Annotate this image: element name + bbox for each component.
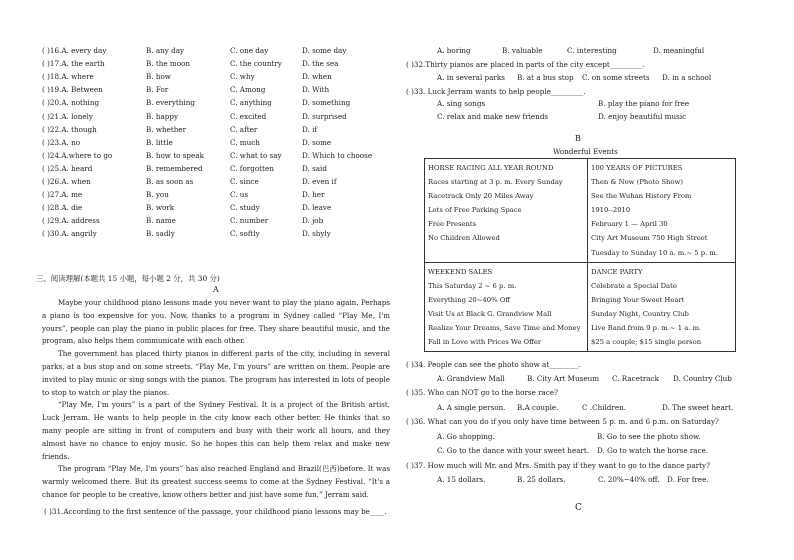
option-a: A. angrily [61,229,97,239]
event-line: Fall in Love with Prices We Offer [428,338,542,347]
question-number: ( )17. [42,59,62,69]
q36-option-a: A. Go shopping. [437,432,495,441]
event-line [591,189,732,203]
cloze-question-22 [42,125,97,134]
q37-option-a: A. 15 dollars. [437,475,486,484]
option-d: D. her [302,190,325,200]
option-a: A. though [61,124,97,134]
option-d: D. when [302,72,332,82]
event-line: Free Presents [428,220,477,229]
event-line: Realize Your Dreams, Save Time and Money [428,324,581,333]
event-line: Sunday Night, Country Club [591,309,689,318]
question-number: ( )21. [42,111,62,121]
q33-option-d: D. enjoy beautiful music [598,112,687,121]
cloze-question-17 [42,59,105,68]
q34-option-d: D. Country Club [673,374,732,383]
question-number: ( )23. [42,137,62,147]
event-line: 1910--2010 [591,206,631,215]
event-line-text: See the Wuhan History From [591,192,692,201]
q31-option-b: B. valuable [502,46,543,55]
option-c: C. softly [230,229,260,239]
q33-option-c: C. relax and make new friends [437,112,549,121]
option-a: A. Between [61,85,103,95]
q35-option-d: D. The sweet heart. [662,403,734,412]
passage-b-label: B [575,134,581,143]
event-horse-racing [425,159,588,263]
option-b: B. you [146,190,169,200]
question-36: ( )36. What can you do if you only have time between 5 p. m. and 6 p.m. on Saturday? [406,417,719,426]
q32-option-a: A. in several parks [437,73,505,82]
q34-option-c: C. Racetrack [612,374,659,383]
option-a: A. lonely [61,111,93,121]
event-heading: DANCE PARTY [591,267,643,276]
question-34: ( )34. People can see the photo show at________. [406,360,581,369]
option-a: A. the earth [61,59,105,69]
option-a: A. address [61,216,100,226]
option-c: C. after [230,124,258,134]
event-line: Everything 20~40% Off [428,295,511,304]
option-d: D. job [302,216,324,226]
option-b: B. remembered [146,163,203,173]
q32-option-c: C. on some streets [582,73,650,82]
option-a: A. me [61,190,83,200]
passage-a-paragraph: The program “Play Me, I'm yours” has also reached England and Brazil(巴西)before. It was warmly welcomed there. But its greatest success seems to come at the Sydney Festival. “It's a chance for people to be creative, know others better and just have some fun,” Jerram said. [42,464,390,499]
option-a: A. where [61,72,94,82]
option-b: B. any day [146,46,185,55]
event-line: $25 a couple; $15 single person [591,338,702,347]
question-number: ( )24. [42,150,62,160]
event-heading: 100 YEARS OF PICTURES [591,164,683,172]
option-b: B. name [146,216,176,226]
option-c: C. excited [230,111,267,121]
option-d: D. surprised [302,111,347,121]
cloze-question-25 [42,164,92,173]
option-d: D. leave [302,203,332,213]
passage-a-paragraph: Maybe your childhood piano lessons made you never want to play the piano again. Perhaps a piano is too expensive for you. Now, thanks to a program in Sydney called “Play Me, I'm yours”, people can play the piano in public places for free. They share beautiful music, and the program, also helps them communicate with each other. [42,298,390,346]
event-line: Then & Now (Photo Show) [591,178,683,187]
question-32: ( )32.Thirty pianos are placed in parts of the city except_________. [406,60,645,69]
cloze-question-27 [42,190,82,199]
cloze-question-21 [42,112,93,121]
cloze-question-23 [42,138,80,147]
option-c: C. since [230,177,259,186]
q36-option-d: D. Go to watch the horse race. [597,446,709,455]
event-line: Celebrate a Special Date [591,281,677,290]
q32-option-d: D. in a school [662,73,712,82]
option-a: A. heard [61,163,93,173]
event-line: Live Band from 9 p. m.~ 1 a. m. [591,324,702,333]
event-dance-party [588,262,736,352]
q37-option-d: D. For free. [667,475,709,484]
passage-a-paragraph: The government has placed thirty pianos in different parts of the city, including in several parks, at a bus stop and on some streets. “Play Me, I'm yours” are written on them. People are invited to play music or sing songs with the pianos. The program has interested in lots of people to stop to watch or play the pianos. [42,349,390,397]
option-d: D. With [302,85,330,95]
q33-option-b: B. play the piano for free [598,99,690,108]
option-d: D. said [302,163,327,173]
cloze-question-20 [42,98,99,107]
q36-option-c: C. Go to the dance with your sweet heart. [437,446,590,455]
option-c: C. us [230,190,249,200]
option-a: A. die [61,203,83,213]
cloze-question-29 [42,216,100,225]
option-d: D. some [302,137,332,147]
passage-a-paragraph: “Play Me, I'm yours” is a part of the Sydney Festival. It is a project of the British artist, Luck Jerram. He wants to help people in the city know each other better. He thinks that so many people are sitting in front of computers and busy with their work all hours, and they almost have no chance to enjoy music. So he hopes this can help them relax and make new friends. [42,400,390,461]
event-line: Visit Us at Black G. Grandview Mall [428,309,552,318]
question-33: ( )33. Luck Jerram wants to help people_________. [406,87,586,96]
passage-a-label: A [213,285,219,294]
q36-option-b: B. Go to see the photo show. [597,432,701,441]
option-c: C. number [230,216,269,226]
event-pictures [588,159,736,263]
question-number: ( )16. [42,46,62,55]
event-line: No Children Allowed [428,234,500,243]
option-d: D. something [302,98,351,108]
option-b: B. sadly [146,229,175,239]
option-d: D. some day [302,46,347,55]
q33-option-a: A. sing songs [437,99,486,108]
cloze-question-26 [42,177,91,186]
option-c: C. Among [230,85,266,95]
question-number: ( )30. [42,229,62,239]
q34-option-a: A. Grandview Mall [437,374,505,383]
q37-option-b: B. 25 dollars. [517,475,566,484]
question-number: ( )25. [42,163,62,173]
q32-option-b: B. at a bus stop [517,73,574,82]
event-weekend-sales [425,262,588,352]
question-35: ( )35. Who can NOT go to the horse race? [406,388,558,397]
passage-a [42,297,390,502]
option-b: B. as soon as [146,177,194,186]
option-c: C. anything [230,98,272,108]
option-b: B. how [146,72,171,82]
question-number: ( )28. [42,203,62,213]
q37-option-c: C. 20%~40% off. [598,475,660,484]
question-number: ( )27. [42,190,62,200]
event-line: Lots of Free Parking Space [428,206,522,215]
question-number: ( )22. [42,124,62,134]
events-table [424,158,736,352]
event-heading: WEEKEND SALES [428,267,493,276]
event-line: Racetrack Only 20 Miles Away [428,192,534,201]
event-line: Races starting at 3 p. m. Every Sunday [428,178,563,187]
section3-title: 三、阅读理解(本题共 15 小题，每小题 2 分，共 30 分) [36,274,220,283]
option-b: B. little [146,137,173,147]
q31-option-c: C. interesting [567,46,617,55]
option-d: D. if [302,124,318,134]
event-line: Tuesday to Sunday 10 a. m.~ 5 p. m. [591,248,719,257]
option-a: A.where to go [61,150,113,160]
cloze-question-28 [42,203,82,212]
option-c: C. forgotten [230,163,274,173]
question-number: ( )18. [42,72,62,82]
option-a: A. every day [61,46,107,55]
q31-option-a: A. boring [437,46,471,55]
option-c: C. what to say [230,150,282,160]
question-number: ( )26. [42,177,62,186]
event-line: Bringing Your Sweet Heart [591,295,685,304]
cloze-question-30 [42,229,97,238]
cloze-question-18 [42,72,94,81]
option-c: C. the country [230,59,282,69]
q31-option-d: D. meaningful [653,46,705,55]
option-d: D. shyly [302,229,331,239]
option-a: A. no [61,137,81,147]
q35-option-b: B.A couple. [517,403,559,412]
question-number: ( )19. [42,85,62,95]
option-b: B. everything [146,98,195,108]
cloze-question-19 [42,85,103,94]
question-37: ( )37. How much will Mr. and Mrs. Smith pay if they want to go to the dance party? [406,461,710,470]
option-b: B. whether [146,124,187,134]
option-b: B. the moon [146,59,191,69]
cloze-question-24 [42,151,112,160]
option-b: B. work [146,203,175,213]
question-31: ( )31.According to the first sentence of the passage, your childhood piano lessons may be____. [44,507,387,516]
option-c: C. study [230,203,260,213]
event-heading: HORSE RACING ALL YEAR ROUND [428,164,554,172]
cloze-question-16 [42,46,106,55]
question-number: ( )29. [42,216,62,226]
option-d: D. the sea [302,59,339,69]
passage-c-label: C [575,503,582,513]
option-b: B. For [146,85,169,95]
passage-b-title: Wonderful Events [553,147,618,156]
event-line: City Art Museum 750 High Street [591,234,708,243]
event-line: February 1 — April 30 [591,220,668,229]
option-b: B. how to speak [146,150,204,160]
option-d: D. even if [302,177,337,186]
option-c: C. much [230,137,260,147]
option-c: C. why [230,72,255,82]
option-b: B. happy [146,111,179,121]
q35-option-c: C .Children. [582,403,626,412]
question-number: ( )20. [42,98,62,108]
option-a: A. nothing [61,98,100,108]
option-a: A. when [61,177,91,186]
option-d: D. Which to choose [302,150,373,160]
option-c: C. one day [230,46,269,55]
q34-option-b: B. City Art Museum [527,374,600,383]
q35-option-a: A. A single person. [437,403,506,412]
event-line: This Saturday 2 ~ 6 p. m. [428,281,517,290]
